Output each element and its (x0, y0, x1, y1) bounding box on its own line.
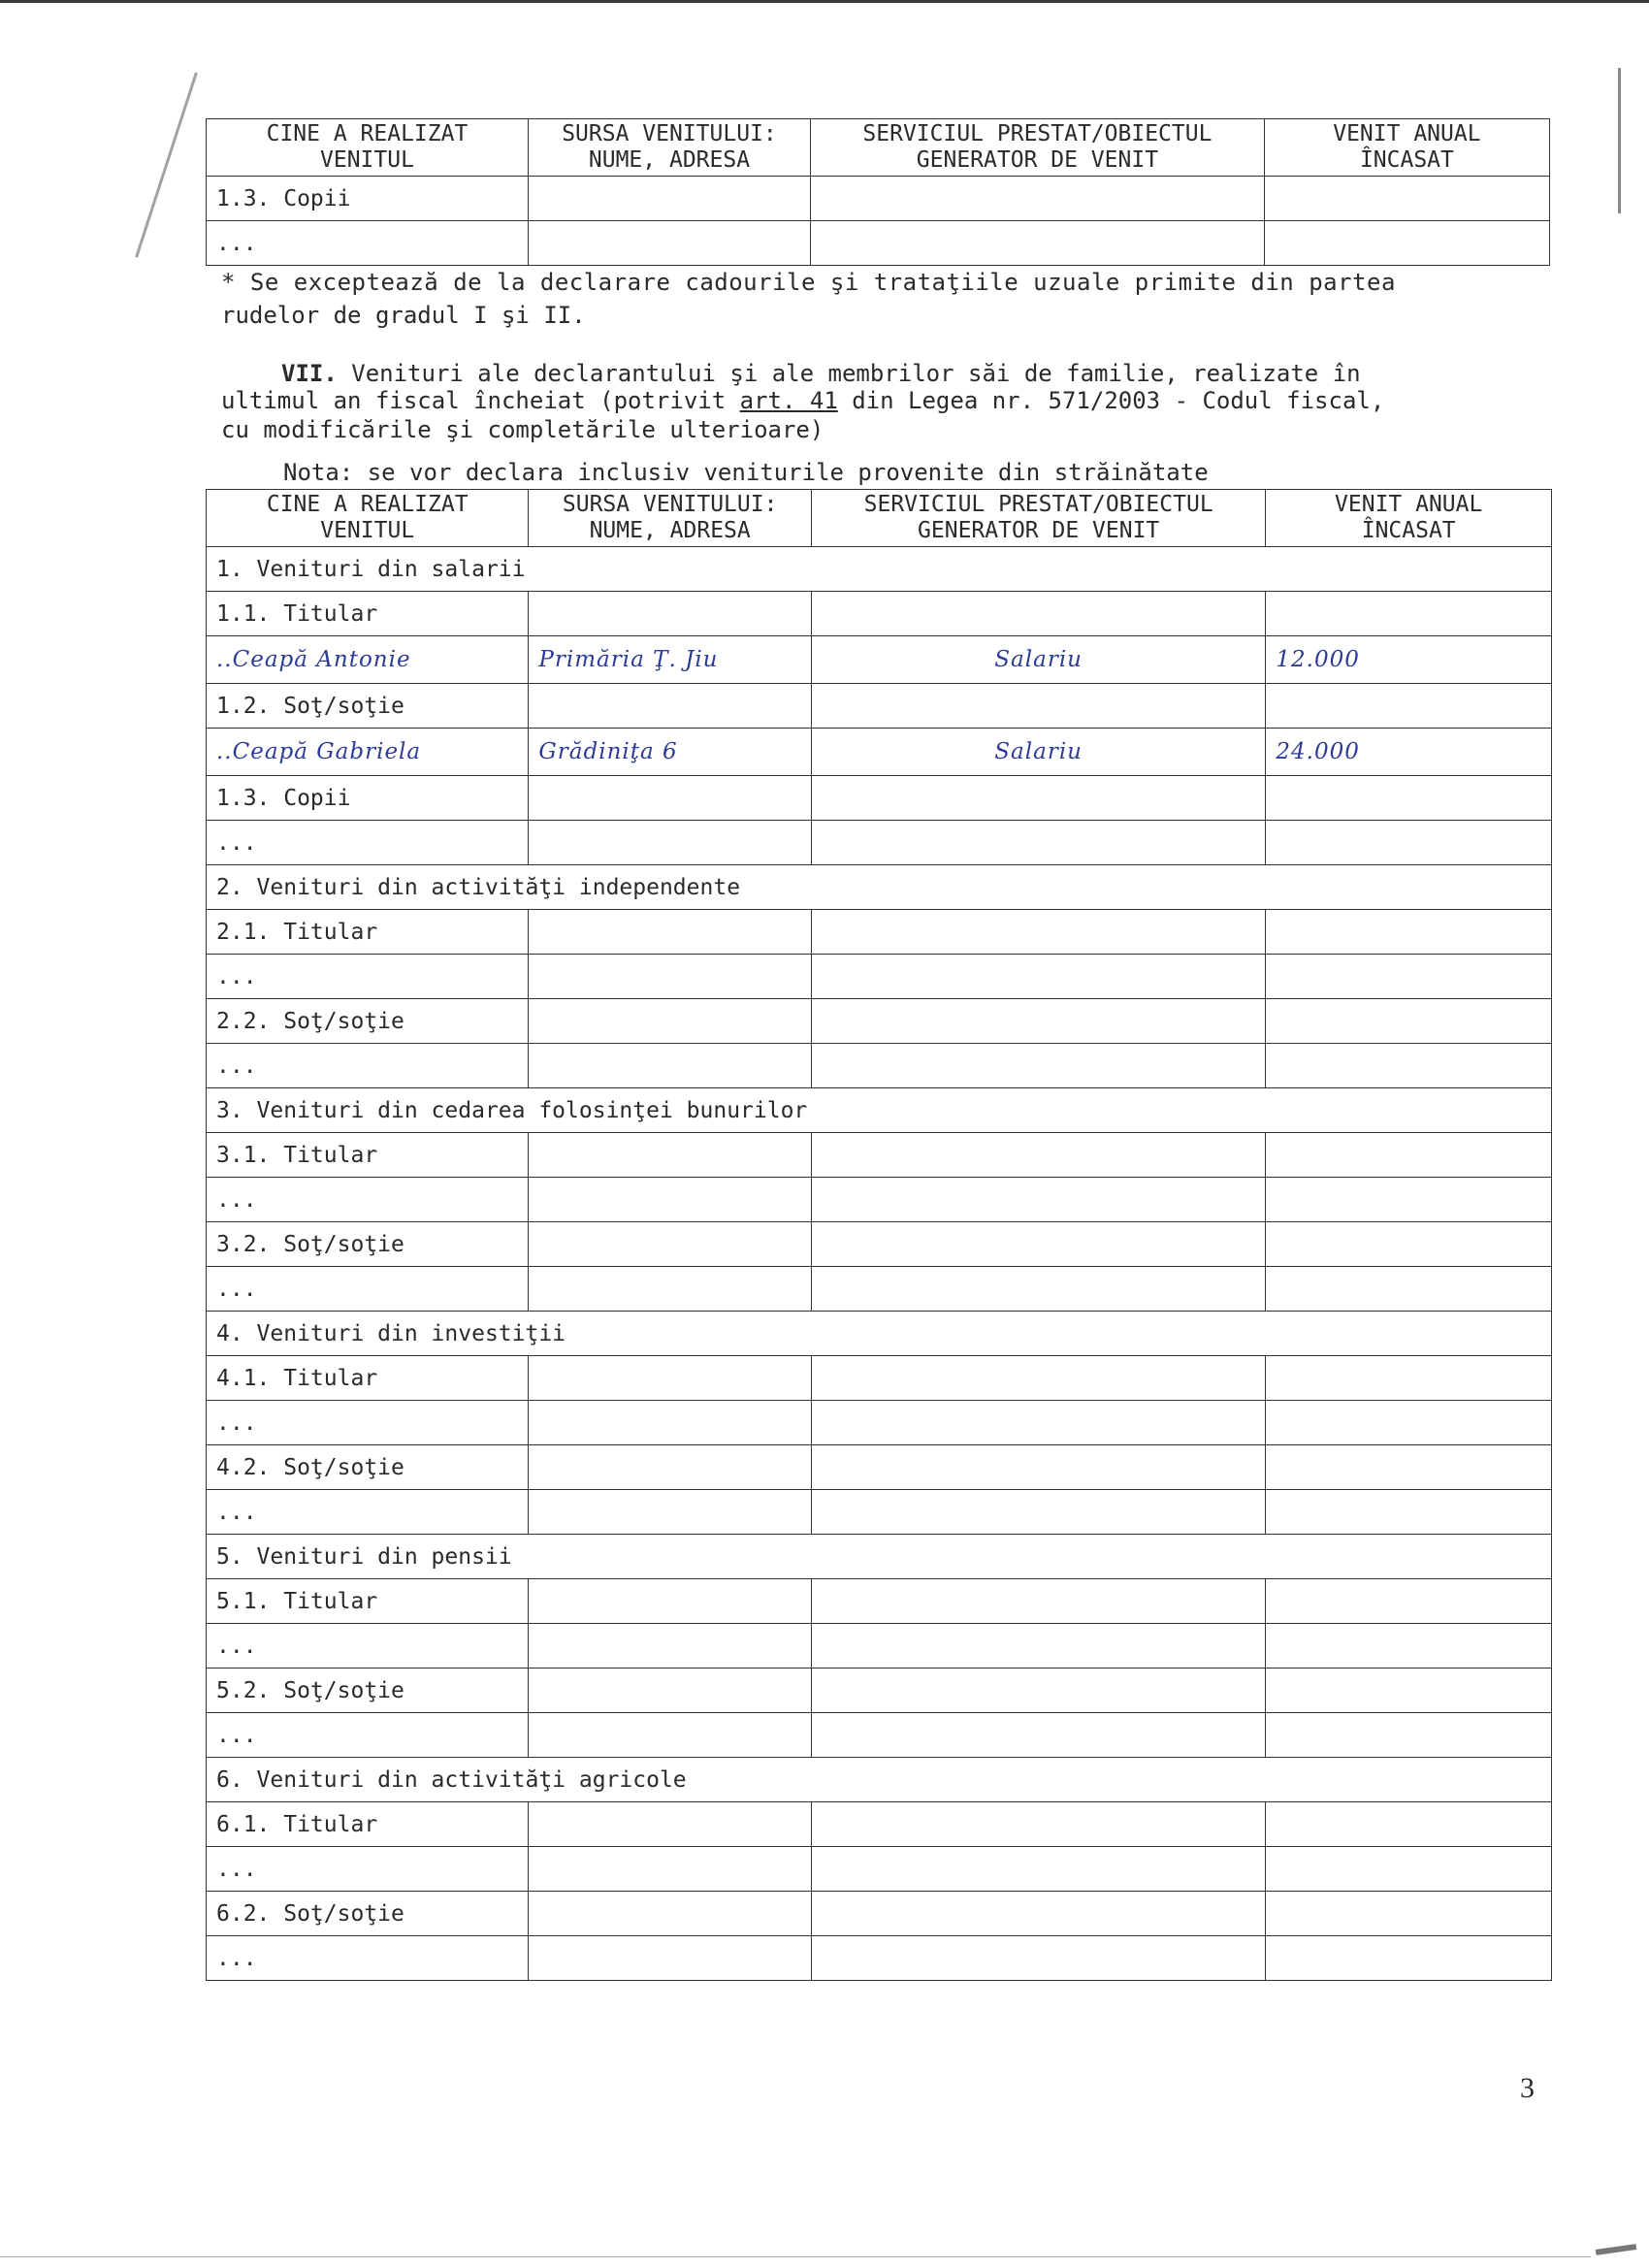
handwritten-source: Grădiniţa 6 (529, 729, 812, 776)
row-label: 1.3. Copii (207, 776, 529, 821)
row-label: 6.1. Titular (207, 1802, 529, 1847)
handwritten-who: ..Ceapă Gabriela (207, 729, 529, 776)
table-row (207, 1624, 1552, 1669)
row-label: ... (207, 1401, 529, 1445)
scan-mark-left (135, 72, 198, 257)
law-article-link: art. 41 (739, 387, 838, 414)
table-row (207, 1044, 1552, 1088)
handwritten-amount: 12.000 (1266, 636, 1552, 684)
handwritten-who: ..Ceapă Antonie (207, 636, 529, 684)
income-table (206, 489, 1552, 1981)
table-row (207, 1579, 1552, 1624)
table-row (207, 999, 1552, 1044)
table-row (207, 592, 1552, 636)
row-label: 1.3. Copii (207, 177, 529, 221)
handwritten-source: Primăria Ţ. Jiu (529, 636, 812, 684)
table-row (207, 821, 1552, 865)
table-row (207, 684, 1552, 729)
page-number: 3 (1520, 2072, 1535, 2104)
row-label: 1.1. Titular (207, 592, 529, 636)
header-row (207, 119, 1550, 177)
table-row (207, 1178, 1552, 1222)
table-row (207, 1713, 1552, 1758)
row-label: 2.2. Soţ/soţie (207, 999, 529, 1044)
section-title: 4. Venituri din investiţii (207, 1312, 1552, 1356)
section-title: 6. Venituri din activităţi agricole (207, 1758, 1552, 1802)
row-label: ... (207, 1044, 529, 1088)
header-amount: VENIT ANUAL ÎNCASAT (1264, 119, 1549, 177)
footnote-line-1: * Se exceptează de la declarare cadourile şi trataţiile uzuale primite din partea (221, 269, 1396, 296)
table-row (207, 1892, 1552, 1936)
row-label: ... (207, 221, 529, 266)
section-title-row (207, 547, 1552, 592)
row-label: 3.1. Titular (207, 1133, 529, 1178)
row-label: ... (207, 1713, 529, 1758)
section-7-line-3: cu modificările şi completările ulterioare) (221, 416, 824, 443)
top-edge-line (0, 0, 1649, 3)
row-label: 5.1. Titular (207, 1579, 529, 1624)
handwritten-amount: 24.000 (1266, 729, 1552, 776)
table-row (207, 1490, 1552, 1535)
section-title-row (207, 1758, 1552, 1802)
section-title: 3. Venituri din cedarea folosinţei bunurilor (207, 1088, 1552, 1133)
section-title: 2. Venituri din activităţi independente (207, 865, 1552, 910)
row-label: 1.2. Soţ/soţie (207, 684, 529, 729)
section-title-row (207, 865, 1552, 910)
footnote-line-2: rudelor de gradul I şi II. (221, 302, 586, 329)
row-label: ... (207, 1624, 529, 1669)
section-7-line-2: ultimul an fiscal încheiat (potrivit art. 41 din Legea nr. 571/2003 - Codul fiscal, (221, 387, 1385, 414)
section-title: 5. Venituri din pensii (207, 1535, 1552, 1579)
header-source: SURSA VENITULUI: NUME, ADRESA (529, 490, 812, 547)
header-service: SERVICIUL PRESTAT/OBIECTUL GENERATOR DE VENIT (811, 119, 1265, 177)
nota: Nota: se vor declara inclusiv veniturile provenite din străinătate (283, 459, 1209, 486)
row-label: 4.2. Soţ/soţie (207, 1445, 529, 1490)
table-row (207, 1802, 1552, 1847)
header-amount: VENIT ANUAL ÎNCASAT (1266, 490, 1552, 547)
bottom-edge-line (0, 2256, 1591, 2257)
row-label: 2.1. Titular (207, 910, 529, 955)
table-row (207, 776, 1552, 821)
handwritten-row-titular (207, 636, 1552, 684)
section-7-heading: VII. Venituri ale declarantului şi ale membrilor săi de familie, realizate în (281, 360, 1361, 387)
table-row (207, 177, 1550, 221)
header-source: SURSA VENITULUI: NUME, ADRESA (528, 119, 810, 177)
table-row (207, 1847, 1552, 1892)
handwritten-row-sot (207, 729, 1552, 776)
table-row (207, 1267, 1552, 1312)
table-row (207, 1401, 1552, 1445)
handwritten-service: Salariu (811, 636, 1265, 684)
section-title: 1. Venituri din salarii (207, 547, 1552, 592)
section-title-row (207, 1312, 1552, 1356)
income-table-continuation (206, 118, 1550, 266)
row-label: ... (207, 821, 529, 865)
table-row (207, 1936, 1552, 1981)
header-row (207, 490, 1552, 547)
table-row (207, 221, 1550, 266)
header-service: SERVICIUL PRESTAT/OBIECTUL GENERATOR DE VENIT (811, 490, 1265, 547)
row-label: 3.2. Soţ/soţie (207, 1222, 529, 1267)
row-label: ... (207, 955, 529, 999)
row-label: 4.1. Titular (207, 1356, 529, 1401)
table-row (207, 1356, 1552, 1401)
scan-mark-right (1618, 68, 1621, 213)
row-label: 5.2. Soţ/soţie (207, 1669, 529, 1713)
section-title-row (207, 1535, 1552, 1579)
row-label: ... (207, 1267, 529, 1312)
table-row (207, 1222, 1552, 1267)
header-who: CINE A REALIZAT VENITUL (207, 119, 529, 177)
table-row (207, 1445, 1552, 1490)
table-row (207, 910, 1552, 955)
row-label: ... (207, 1847, 529, 1892)
scan-mark-bottom-right (1596, 2244, 1636, 2255)
row-label: 6.2. Soţ/soţie (207, 1892, 529, 1936)
table-row (207, 1133, 1552, 1178)
handwritten-service: Salariu (811, 729, 1265, 776)
row-label: ... (207, 1490, 529, 1535)
row-label: ... (207, 1178, 529, 1222)
row-label: ... (207, 1936, 529, 1981)
table-row (207, 1669, 1552, 1713)
section-title-row (207, 1088, 1552, 1133)
table-row (207, 955, 1552, 999)
header-who: CINE A REALIZAT VENITUL (207, 490, 529, 547)
